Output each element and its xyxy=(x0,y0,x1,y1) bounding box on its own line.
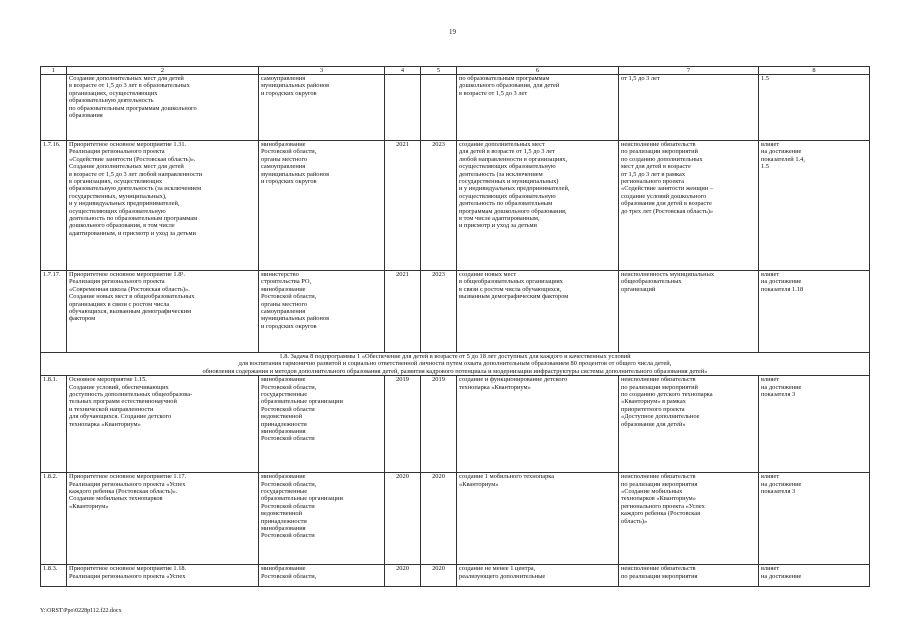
row-number xyxy=(41,75,67,141)
expected-result: по образовательным программам дошкольного образования, для детей в возрасте от 1,5 до 3 лет xyxy=(457,75,619,141)
start-year: 2021 xyxy=(385,141,421,271)
table-row xyxy=(41,271,870,353)
column-header-row xyxy=(41,67,870,75)
executor: минобразование Ростовской области, государственные образовательные организации Ростовской области ведомственной принадлежности минобразования Ростовской области xyxy=(259,376,385,473)
end-year: 2023 xyxy=(421,141,457,271)
section-heading-row xyxy=(41,353,870,376)
executor: министерство строительства РО, минобразование Ростовской области, органы местного самоуправления муниципальных районов и городских округов xyxy=(259,271,385,353)
start-year: 2020 xyxy=(385,565,421,587)
column-header: 6 xyxy=(457,67,619,75)
measures-table xyxy=(40,66,870,587)
consequences: неисполнение обязательств по реализации мероприятий по созданию дополнительных мест для детей в возрасте от 1,5 до 3 лет в рамках регионального проекта «Содействие занятости женщин – создание условий дошкольного образования для детей в возрасте до трех лет (Ростовская область)» xyxy=(619,141,759,271)
expected-result: создание 1 мобильного технопарка «Кванториум» xyxy=(457,473,619,565)
indicator-link: влияет на достижение показателей 1.4, 1.5 xyxy=(759,141,870,271)
row-number: 1.7.16. xyxy=(41,141,67,271)
column-header: 7 xyxy=(619,67,759,75)
executor: минобразование Ростовской области, xyxy=(259,565,385,587)
column-header: 3 xyxy=(259,67,385,75)
end-year: 2020 xyxy=(421,565,457,587)
end-year: 2019 xyxy=(421,376,457,473)
end-year xyxy=(421,75,457,141)
measure-name: Приоритетное основное мероприятие 1.18. Реализация регионального проекта «Успех xyxy=(67,565,259,587)
consequences: неисполненность муниципальных общеобразовательных организаций xyxy=(619,271,759,353)
expected-result: создание и функционирование детского технопарка «Кванториум» xyxy=(457,376,619,473)
executor: самоуправления муниципальных районов и городских округов xyxy=(259,75,385,141)
consequences: неисполнение обязательств по реализации мероприятия «Создание мобильных технопарков «Кванториум» регионального проекта «Успех каждого ребенка (Ростовская область)» xyxy=(619,473,759,565)
expected-result: создание не менее 1 центра, реализующего дополнительные xyxy=(457,565,619,587)
section-heading: 1.8. Задача 8 подпрограммы 1 «Обеспечение для детей в возрасте от 5 до 18 лет доступных для каждого и качественных условий для воспитания гармонично развитой и социально ответственной личности путем охвата дополнительным образованием 80 процентов от общего числа детей, обновления содержания и методов дополнительного образования детей, развития кадрового потенциала и модернизации инфраструктуры системы дополнительного образования детей» xyxy=(41,353,870,376)
indicator-link: влияет на достижение показателя 3 xyxy=(759,376,870,473)
row-number: 1.8.1. xyxy=(41,376,67,473)
row-number: 1.7.17. xyxy=(41,271,67,353)
indicator-link: влияет на достижение показателя 1.18 xyxy=(759,271,870,353)
expected-result: создание новых мест в общеобразовательных организациях в связи с ростом числа обучающихся, вызванным демографическим фактором xyxy=(457,271,619,353)
consequences: неисполнение обязательств по реализации мероприятия xyxy=(619,565,759,587)
table-row xyxy=(41,565,870,587)
measure-name: Создание дополнительных мест для детей в возрасте от 1,5 до 3 лет в образовательных организациях, осуществляющих образовательную деятельность по образовательным программам дошкольного образования xyxy=(67,75,259,141)
indicator-link: влияет на достижение xyxy=(759,565,870,587)
indicator-link: 1.5 xyxy=(759,75,870,141)
consequences: неисполнение обязательств по реализации мероприятий по созданию детского технопарка «Кванториум» в рамках приоритетного проекта «Доступное дополнительное образование для детей» xyxy=(619,376,759,473)
measure-name: Приоритетное основное мероприятие 1.17. Реализация регионального проекта «Успех каждого ребенка (Ростовская область)». Создание мобильных технопарков «Кванториум» xyxy=(67,473,259,565)
start-year xyxy=(385,75,421,141)
column-header: 1 xyxy=(41,67,67,75)
footer-file-path: Y:\ORST\Ppo\0228p112.f22.docx xyxy=(40,608,122,614)
expected-result: создание дополнительных мест для детей в возрасте от 1,5 до 3 лет любой направленности в организациях, осуществляющих образовательную деятельность (за исключением государственных и муниципальных) и у индивидуальных предпринимателей, осуществляющих образовательную деятельность по образовательным программам дошкольного образования, в том числе адаптированным, и присмотр и уход за детьми xyxy=(457,141,619,271)
row-number: 1.8.2. xyxy=(41,473,67,565)
executor: минобразование Ростовской области, органы местного самоуправления муниципальных районов и городских округов xyxy=(259,141,385,271)
table-row xyxy=(41,376,870,473)
page-number: 19 xyxy=(449,28,456,36)
end-year: 2023 xyxy=(421,271,457,353)
column-header: 4 xyxy=(385,67,421,75)
start-year: 2019 xyxy=(385,376,421,473)
measure-name: Приоритетное основное мероприятие 1.31. Реализация регионального проекта «Содействие занятости (Ростовская область)». Создание дополнительных мест для детей в возрасте от 1,5 до 3 лет любой направленности в организациях, осуществляющих образовательную деятельность (за исключением государственных, муниципальных), и у индивидуальных предпринимателей, осуществляющих образовательную деятельность по образовательным программам дошкольного образования, в том числе адаптированным, и присмотр и уход за детьми xyxy=(67,141,259,271)
measure-name: Приоритетное основное мероприятие 1.8³. Реализация регионального проекта «Современная школа (Ростовская область)». Создание новых мест в общеобразовательных организациях в связи с ростом числа обучающихся, вызванным демографическим фактором xyxy=(67,271,259,353)
consequences: от 1,5 до 3 лет xyxy=(619,75,759,141)
table-row xyxy=(41,141,870,271)
executor: минобразование Ростовской области, государственные образовательные организации Ростовской области ведомственной принадлежности минобразования Ростовской области xyxy=(259,473,385,565)
indicator-link: влияет на достижение показателя 3 xyxy=(759,473,870,565)
start-year: 2021 xyxy=(385,271,421,353)
column-header: 5 xyxy=(421,67,457,75)
table-row xyxy=(41,75,870,141)
table-row xyxy=(41,473,870,565)
start-year: 2020 xyxy=(385,473,421,565)
column-header: 2 xyxy=(67,67,259,75)
end-year: 2020 xyxy=(421,473,457,565)
row-number: 1.8.3. xyxy=(41,565,67,587)
column-header: 8 xyxy=(759,67,870,75)
measure-name: Основное мероприятие 1.15. Создание условий, обеспечивающих доступность дополнительных общеобразова- тельных программ естественнонаучной и технической направленности для обучающихся. Создание детского технопарка «Кванториум» xyxy=(67,376,259,473)
